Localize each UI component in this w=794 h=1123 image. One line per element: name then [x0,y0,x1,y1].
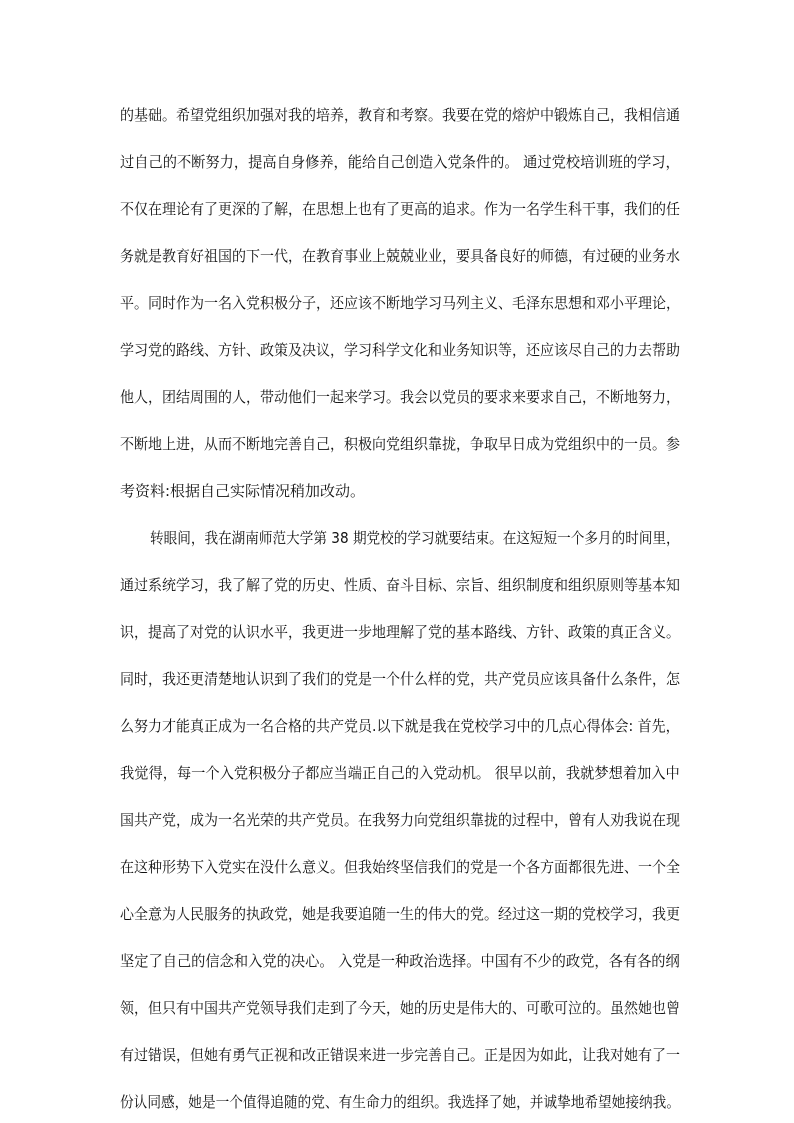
paragraph-first-line: 转眼间，我在湖南师范大学第 38 期党校的学习就要结束。在这短短一个多月的时间里， [150,529,680,547]
text-line: 同时，我还更清楚地认识到了我们的党是一个什么样的党，共产党员应该具备什么条件，怎 [120,670,681,688]
text-line: 在这种形势下入党实在没什么意义。但我始终坚信我们的党是一个各方面都很先进、一个全 [120,858,681,876]
text-line: 务就是教育好祖国的下一代，在教育事业上兢兢业业，要具备良好的师德，有过硬的业务水 [120,247,681,265]
text-line: 份认同感，她是一个值得追随的党、有生命力的组织。我选择了她，并诚挚地希望她接纳我。 [120,1093,681,1111]
text-line: 通过系统学习，我了解了党的历史、性质、奋斗目标、宗旨、组织制度和组织原则等基本知 [120,576,681,594]
text-line: 不仅在理论有了更深的了解，在思想上也有了更高的追求。作为一名学生科干事，我们的任 [120,200,681,218]
text-line: 过自己的不断努力，提高自身修养，能给自己创造入党条件的。 通过党校培训班的学习， [120,153,680,171]
text-line: 识，提高了对党的认识水平，我更进一步地理解了党的基本路线、方针、政策的真正含义。 [120,623,681,641]
text-line: 学习党的路线、方针、政策及决议，学习科学文化和业务知识等，还应该尽自己的力去帮助 [120,341,681,359]
text-line: 国共产党，成为一名光荣的共产党员。在我努力向党组织靠拢的过程中，曾有人劝我说在现 [120,811,681,829]
text-line: 考资料:根据自己实际情况稍加改动。 [120,482,366,500]
text-line: 么努力才能真正成为一名合格的共产党员.以下就是我在党校学习中的几点心得体会: 首先， [120,717,680,735]
text-line: 领，但只有中国共产党领导我们走到了今天，她的历史是伟大的、可歌可泣的。虽然她也曾 [120,999,681,1017]
text-line: 不断地上进，从而不断地完善自己，积极向党组织靠拢，争取早日成为党组织中的一员。参 [120,435,681,453]
text-line: 心全意为人民服务的执政党，她是我要追随一生的伟大的党。经过这一期的党校学习，我更 [120,905,681,923]
text-line: 我觉得，每一个入党积极分子都应当端正自己的入党动机。 很早以前，我就梦想着加入中 [120,764,680,782]
text-line: 坚定了自己的信念和入党的决心。 入党是一种政治选择。中国有不少的政党，各有各的纲 [120,952,680,970]
text-line: 他人，团结周围的人，带动他们一起来学习。我会以党员的要求来要求自己，不断地努力， [120,388,681,406]
text-line: 的基础。希望党组织加强对我的培养，教育和考察。我要在党的熔炉中锻炼自己，我相信通 [120,106,681,124]
text-line: 平。同时作为一名入党积极分子，还应该不断地学习马列主义、毛泽东思想和邓小平理论， [120,294,681,312]
text-line: 有过错误，但她有勇气正视和改正错误来进一步完善自己。正是因为如此，让我对她有了一 [120,1046,681,1064]
